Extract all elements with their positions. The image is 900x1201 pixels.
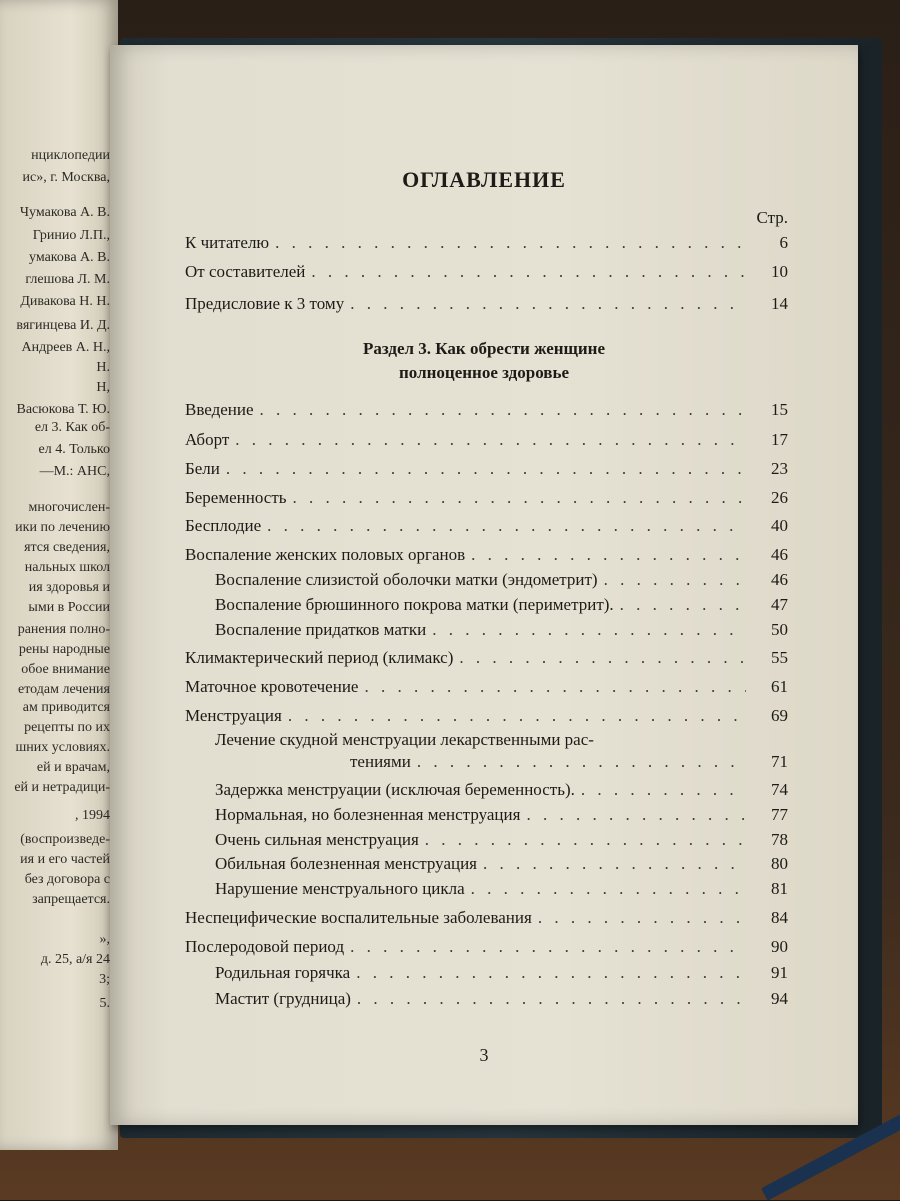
leader-dots [311, 261, 746, 283]
toc-entry [185, 515, 788, 537]
left-page-text-line: (воспроизведе- [20, 832, 110, 847]
left-page-text-line: 5. [99, 996, 110, 1011]
toc-entry [215, 569, 788, 591]
leader-dots [425, 829, 746, 851]
leader-dots [356, 962, 746, 984]
left-page-text-line: шних условиях. [15, 740, 110, 755]
toc-entry-page: 55 [771, 648, 788, 667]
toc-entry-page: 14 [771, 294, 788, 313]
leader-dots [350, 936, 746, 958]
left-page-text-line: глешова Л. М. [25, 272, 110, 287]
leader-dots [267, 515, 746, 537]
toc-entry-page: 46 [771, 570, 788, 589]
left-page-text-line: ел 4. Только [38, 442, 110, 457]
toc-entry [185, 429, 788, 451]
toc-entry-page: 47 [771, 595, 788, 614]
toc-entry [215, 594, 788, 616]
toc-entry-label: Обильная болезненная менструация [215, 854, 477, 873]
leader-dots [417, 751, 746, 773]
toc-entry-label: Предисловие к 3 тому [185, 294, 345, 313]
leader-dots [288, 705, 746, 727]
toc-entry [215, 853, 788, 875]
section-heading-line2: полноценное здоровье [399, 363, 569, 382]
toc-entry-page: 69 [771, 706, 788, 725]
toc-entry-page: 46 [771, 545, 788, 564]
toc-entry-page: 61 [771, 677, 788, 696]
leader-dots [275, 232, 746, 254]
pages-column-label: Стр. [756, 208, 788, 227]
leader-dots [459, 647, 746, 669]
left-page-text-line: рены народные [18, 642, 110, 657]
toc-entry-page: 90 [771, 937, 788, 956]
toc-entry-page: 15 [771, 400, 788, 419]
toc-entry-page: 40 [771, 516, 788, 535]
toc-entry-page: 23 [771, 459, 788, 478]
toc-entry-label: К читателю [185, 233, 270, 252]
left-page-text-line: 3; [99, 972, 110, 987]
left-page-text-line: Н, [96, 380, 110, 395]
toc-entry-label: Неспецифические воспалительные заболевания [185, 908, 532, 927]
left-page-text-line: нальных школ [24, 560, 110, 575]
toc-entry [185, 676, 788, 698]
toc-entry [185, 907, 788, 929]
toc-entry-label: Послеродовой период [185, 937, 345, 956]
left-page-text-line: рецепты по их [24, 720, 110, 735]
left-page-text-line: , 1994 [75, 808, 110, 823]
leader-dots [483, 853, 746, 875]
left-page-text-line: д. 25, а/я 24 [40, 952, 110, 967]
toc-entry [185, 458, 788, 480]
toc-entry-label: Климактерический период (климакс) [185, 648, 454, 667]
page-title: ОГЛАВЛЕНИЕ [402, 167, 566, 192]
left-page-text-line: ия здоровья и [28, 580, 110, 595]
leader-dots [364, 676, 746, 698]
left-page-text-line: ис», г. Москва, [22, 170, 110, 185]
left-page-text-line: обое внимание [21, 662, 110, 677]
toc-entry-page: 17 [771, 430, 788, 449]
page-number: 3 [479, 1045, 489, 1065]
toc-entry-label: Маточное кровотечение [185, 677, 359, 696]
toc-entry [185, 705, 788, 727]
toc-entry [215, 779, 788, 801]
toc-entry-page: 91 [771, 963, 788, 982]
left-page-text-line: ятся сведения, [24, 540, 110, 555]
toc-entry [185, 647, 788, 669]
toc-entry-label: Родильная горячка [215, 963, 351, 982]
toc-entry-page: 10 [771, 262, 788, 281]
left-page-text-line: ики по лечению [15, 520, 110, 535]
toc-entry [215, 878, 788, 900]
leader-dots [604, 569, 746, 591]
toc-entry [215, 751, 788, 773]
toc-entry-label: Воспаление придатков матки [215, 620, 427, 639]
toc-entry-page: 77 [771, 805, 788, 824]
left-page-text-line: Васюкова Т. Ю. [16, 402, 110, 417]
leader-dots [235, 429, 746, 451]
toc-entry-label: Воспаление женских половых органов [185, 545, 466, 564]
toc-entry-label: От составителей [185, 262, 306, 281]
left-page-text-line: ия и его частей [20, 852, 110, 867]
toc-entry-label: Нарушение менструального цикла [215, 879, 465, 898]
left-page-text-line: Андреев А. Н., [21, 340, 110, 355]
left-page-text-line: », [99, 932, 110, 947]
left-page-text-line: без договора с [24, 872, 110, 887]
section-heading-line1: Раздел 3. Как обрести женщине [362, 339, 606, 358]
toc-entry [185, 261, 788, 283]
leader-dots [357, 988, 746, 1010]
toc-entry [185, 544, 788, 566]
toc-entry-wrapped-line: Лечение скудной менструации лекарственными рас- [215, 730, 594, 749]
toc-entry-page: 80 [771, 854, 788, 873]
toc-entry-label: Воспаление слизистой оболочки матки (эндометрит) [215, 570, 598, 589]
toc-page [110, 45, 858, 1125]
left-page-text-line: вягинцева И. Д. [16, 318, 110, 333]
left-page-text-line: Н. [96, 360, 110, 375]
left-page-text-line: ей и нетрадици- [14, 780, 110, 795]
toc-entry-page: 81 [771, 879, 788, 898]
leader-dots [350, 293, 746, 315]
toc-entry-label: Менструация [185, 706, 282, 725]
toc-entry-label: Задержка менструации (исключая беременность). [215, 780, 575, 799]
toc-entry-page: 78 [771, 830, 788, 849]
toc-entry [185, 232, 788, 254]
toc-entry-label: Аборт [185, 430, 230, 449]
leader-dots [581, 779, 746, 801]
toc-entry [215, 804, 788, 826]
left-page-text-line: запрещается. [32, 892, 110, 907]
left-page-text-line: ей и врачам, [36, 760, 110, 775]
left-page-text-line: ам приводится [22, 700, 110, 715]
left-page [0, 0, 118, 1150]
toc-entry [215, 829, 788, 851]
left-page-text-line: Чумакова А. В. [19, 205, 110, 220]
toc-entry-page: 6 [779, 233, 788, 252]
toc-entry-label: Воспаление брюшинного покрова матки (периметрит). [215, 595, 614, 614]
toc-entry [185, 936, 788, 958]
toc-entry [215, 619, 788, 641]
toc-entry-label: Беременность [185, 488, 287, 507]
toc-entry [215, 962, 788, 984]
toc-entry [185, 293, 788, 315]
toc-entry-label: Введение [185, 400, 254, 419]
leader-dots [526, 804, 746, 826]
toc-entry [185, 399, 788, 421]
toc-entry [185, 487, 788, 509]
toc-entry [215, 988, 788, 1010]
leader-dots [432, 619, 746, 641]
toc-entry-label: тениями [350, 752, 411, 771]
toc-entry-page: 71 [771, 752, 788, 771]
leader-dots [260, 399, 746, 421]
toc-entry-page: 26 [771, 488, 788, 507]
leader-dots [538, 907, 746, 929]
leader-dots [471, 878, 746, 900]
toc-entry-page: 50 [771, 620, 788, 639]
toc-entry-label: Бели [185, 459, 220, 478]
left-page-text-line: Гринио Л.П., [32, 228, 110, 243]
toc-entry-label: Бесплодие [185, 516, 262, 535]
toc-entry-label: Очень сильная менструация [215, 830, 419, 849]
toc-entry-label: Мастит (грудница) [215, 989, 351, 1008]
left-page-text-line: умакова А. В. [29, 250, 110, 265]
left-page-text-line: етодам лечения [18, 682, 110, 697]
leader-dots [226, 458, 746, 480]
toc-entry-page: 94 [771, 989, 788, 1008]
left-page-text-line: ыми в России [28, 600, 110, 615]
leader-dots [620, 594, 746, 616]
left-page-text-line: нциклопедии [31, 148, 110, 163]
left-page-text-line: ранения полно- [17, 622, 110, 637]
left-page-text-line: многочислен- [28, 500, 110, 515]
leader-dots [293, 487, 746, 509]
left-page-text-line: —М.: АНС, [39, 464, 110, 479]
left-page-text-line: Дивакова Н. Н. [20, 294, 110, 309]
toc-entry-page: 74 [771, 780, 788, 799]
toc-entry-page: 84 [771, 908, 788, 927]
left-page-text-line: ел 3. Как об- [34, 420, 110, 435]
leader-dots [471, 544, 746, 566]
toc-entry-label: Нормальная, но болезненная менструация [215, 805, 521, 824]
